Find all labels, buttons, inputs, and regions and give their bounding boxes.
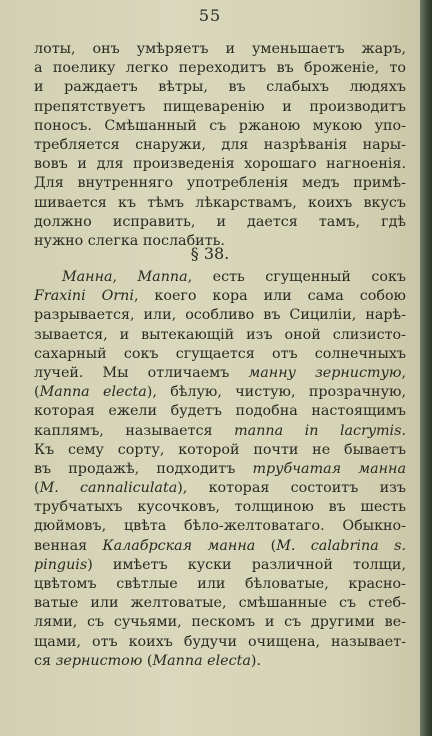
text-line: pinguis) имѣетъ куски различной толщи, bbox=[34, 556, 406, 573]
text-line: лями, съ сучьями, пескомъ и съ другими ве- bbox=[34, 614, 406, 631]
term-italic: M. cannaliculata bbox=[39, 480, 178, 497]
text-line: шивается къ тѣмъ лѣкарствамъ, коихъ вкусъ bbox=[34, 194, 406, 211]
text-line: препятствуетъ пищеваренію и производитъ bbox=[34, 98, 406, 115]
text-line: нужно слегка послабить. bbox=[34, 232, 225, 249]
text-line: (Manna electa), бѣлую, чистую, прозрачную, bbox=[34, 384, 406, 401]
term-italic: Manna bbox=[137, 269, 188, 285]
section-heading: § 38. bbox=[190, 244, 230, 263]
term-italic: pinguis bbox=[34, 556, 88, 573]
term-italic: M. calabrina s. bbox=[276, 537, 406, 554]
term-italic: manna in lacrymis bbox=[234, 422, 402, 439]
page-number: 55 bbox=[198, 6, 222, 25]
term-italic: трубчатая манна bbox=[252, 460, 406, 477]
text-line: ся зернистою (Manna electa). bbox=[34, 652, 262, 669]
term-italic: манну зернистую bbox=[248, 364, 402, 381]
term-italic: зернистою bbox=[55, 652, 143, 669]
paragraph-manna bbox=[34, 268, 406, 671]
text-line: Fraxini Orni, коего кора или сама собою bbox=[34, 288, 406, 305]
term-italic: Manna electa bbox=[39, 384, 147, 401]
term-italic: Manna electa bbox=[152, 652, 251, 669]
paragraph-continued bbox=[34, 40, 406, 251]
term-italic: Fraxini Orni bbox=[34, 288, 134, 305]
text-line: цвѣтомъ свѣтлые или бѣловатые, красно- bbox=[34, 576, 406, 592]
text-line: разрывается, или, особливо въ Сициліи, нарѣ- bbox=[34, 307, 406, 324]
text-line: сахарный сокъ сгущается отъ солнечныхъ bbox=[34, 345, 406, 362]
text-line: лоты, онъ умѣряетъ и уменьшаетъ жаръ, bbox=[34, 41, 406, 57]
term-italic: Манна bbox=[62, 269, 113, 285]
text-line: щами, отъ коихъ будучи очищена, называет- bbox=[34, 633, 406, 650]
text-line: требляется снаружи, для назрѣванія нары- bbox=[34, 136, 406, 153]
text-line: а поелику легко переходитъ въ броженіе, то bbox=[34, 60, 406, 77]
text-line: каплямъ, называется manna in lacrymis. bbox=[34, 422, 406, 439]
text-line: ватые или желтоватые, смѣшанные съ стеб- bbox=[34, 595, 406, 612]
text-line: поносъ. Смѣшанный съ ржаною мукою упо- bbox=[34, 117, 406, 134]
text-line: Къ сему сорту, которой почти не бываетъ bbox=[34, 441, 406, 458]
text-line: которая ежели будетъ подобна настоящимъ bbox=[34, 403, 406, 420]
text-line: въ продажѣ, подходитъ трубчатая манна bbox=[34, 460, 406, 477]
text-line: (M. cannaliculata), которая состоитъ изъ bbox=[34, 480, 406, 497]
text-line: и раждаетъ вѣтры, въ слабыхъ людяхъ bbox=[34, 79, 406, 96]
text-line: должно исправить, и дается тамъ, гдѣ bbox=[34, 213, 406, 230]
text-line: Для внутренняго употребленія медъ примѣ- bbox=[34, 175, 406, 192]
text-line: лучей. Мы отличаемъ манну зернистую, bbox=[34, 364, 406, 381]
text-line: дюймовъ, цвѣта бѣло-желтоватаго. Обыкно- bbox=[34, 518, 406, 535]
term-italic: Калабрская манна bbox=[102, 537, 256, 554]
text-line: трубчатыхъ кусочковъ, толщиною въ шесть bbox=[34, 499, 406, 516]
text-line: Манна, Manna, есть сгущенный сокъ bbox=[62, 269, 406, 285]
text-line: вовъ и для произведенія хорошаго нагноенія. bbox=[34, 156, 406, 173]
text-line: венная Калабрская манна (M. calabrina s. bbox=[34, 537, 406, 554]
text-line: зывается, и вытекающій изъ оной слизисто- bbox=[34, 326, 406, 343]
book-edge-shadow bbox=[420, 0, 432, 736]
